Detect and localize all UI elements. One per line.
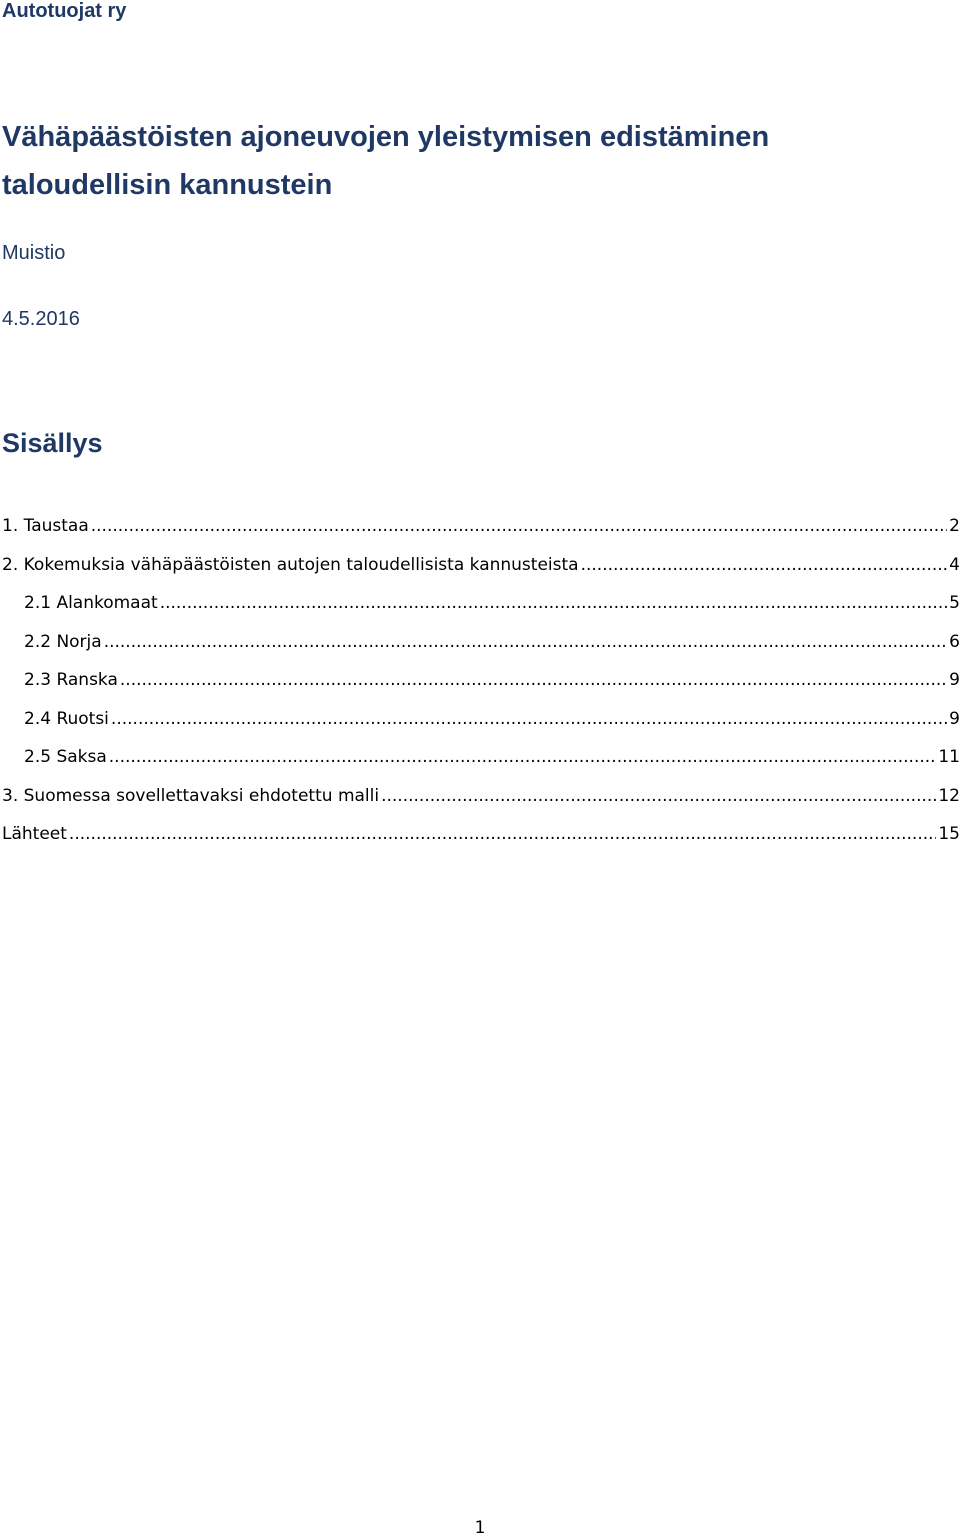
toc-entry-label: 2. Kokemuksia vähäpäästöisten autojen taloudellisista kannusteista bbox=[2, 554, 579, 575]
toc-entry[interactable] bbox=[2, 824, 960, 845]
toc-entry[interactable] bbox=[2, 709, 960, 730]
toc-entry-label: 1. Taustaa bbox=[2, 516, 89, 536]
toc-leader-dots bbox=[581, 555, 948, 576]
toc-entry-page: 12 bbox=[938, 785, 960, 806]
document-date: 4.5.2016 bbox=[2, 308, 80, 330]
toc-entry-label: 2.2 Norja bbox=[24, 631, 102, 652]
toc-entry-page: 9 bbox=[949, 708, 960, 729]
toc-entry[interactable] bbox=[2, 632, 960, 653]
toc-entry-label: 2.5 Saksa bbox=[24, 747, 107, 767]
document-title bbox=[2, 113, 902, 209]
toc-entry-label: 2.1 Alankomaat bbox=[24, 593, 158, 613]
document-type: Muistio bbox=[2, 242, 66, 264]
toc-entry[interactable] bbox=[2, 555, 960, 576]
toc-leader-dots bbox=[160, 593, 947, 614]
toc-entry-page: 9 bbox=[949, 670, 960, 690]
table-of-contents bbox=[2, 516, 960, 863]
toc-leader-dots bbox=[69, 824, 936, 845]
toc-entry[interactable] bbox=[2, 593, 960, 614]
toc-entry-page: 5 bbox=[949, 593, 960, 613]
toc-entry-page: 6 bbox=[949, 631, 960, 652]
toc-entry[interactable] bbox=[2, 786, 960, 807]
toc-leader-dots bbox=[109, 747, 937, 768]
toc-leader-dots bbox=[104, 632, 947, 653]
toc-leader-dots bbox=[91, 516, 947, 537]
document-title-line-2: taloudellisin kannustein bbox=[2, 169, 333, 201]
toc-entry-page: 2 bbox=[949, 516, 960, 536]
toc-entry[interactable] bbox=[2, 670, 960, 691]
toc-heading: Sisällys bbox=[2, 428, 103, 458]
organization-name: Autotuojat ry bbox=[2, 0, 127, 22]
toc-entry-label: 2.4 Ruotsi bbox=[24, 708, 109, 729]
toc-entry-page: 15 bbox=[938, 824, 960, 844]
toc-leader-dots bbox=[120, 670, 947, 691]
document-title-line-1: Vähäpäästöisten ajoneuvojen yleistymisen edistäminen bbox=[2, 121, 770, 153]
toc-entry-label: 2.3 Ranska bbox=[24, 670, 118, 690]
toc-entry[interactable] bbox=[2, 747, 960, 768]
toc-entry-page: 4 bbox=[949, 554, 960, 575]
toc-entry-label: 3. Suomessa sovellettavaksi ehdotettu malli bbox=[2, 785, 380, 806]
toc-entry[interactable] bbox=[2, 516, 960, 537]
toc-entry-page: 11 bbox=[938, 747, 960, 767]
toc-leader-dots bbox=[111, 709, 947, 730]
toc-leader-dots bbox=[381, 786, 936, 807]
page-number: 1 bbox=[474, 1518, 486, 1538]
toc-entry-label: Lähteet bbox=[2, 824, 67, 844]
